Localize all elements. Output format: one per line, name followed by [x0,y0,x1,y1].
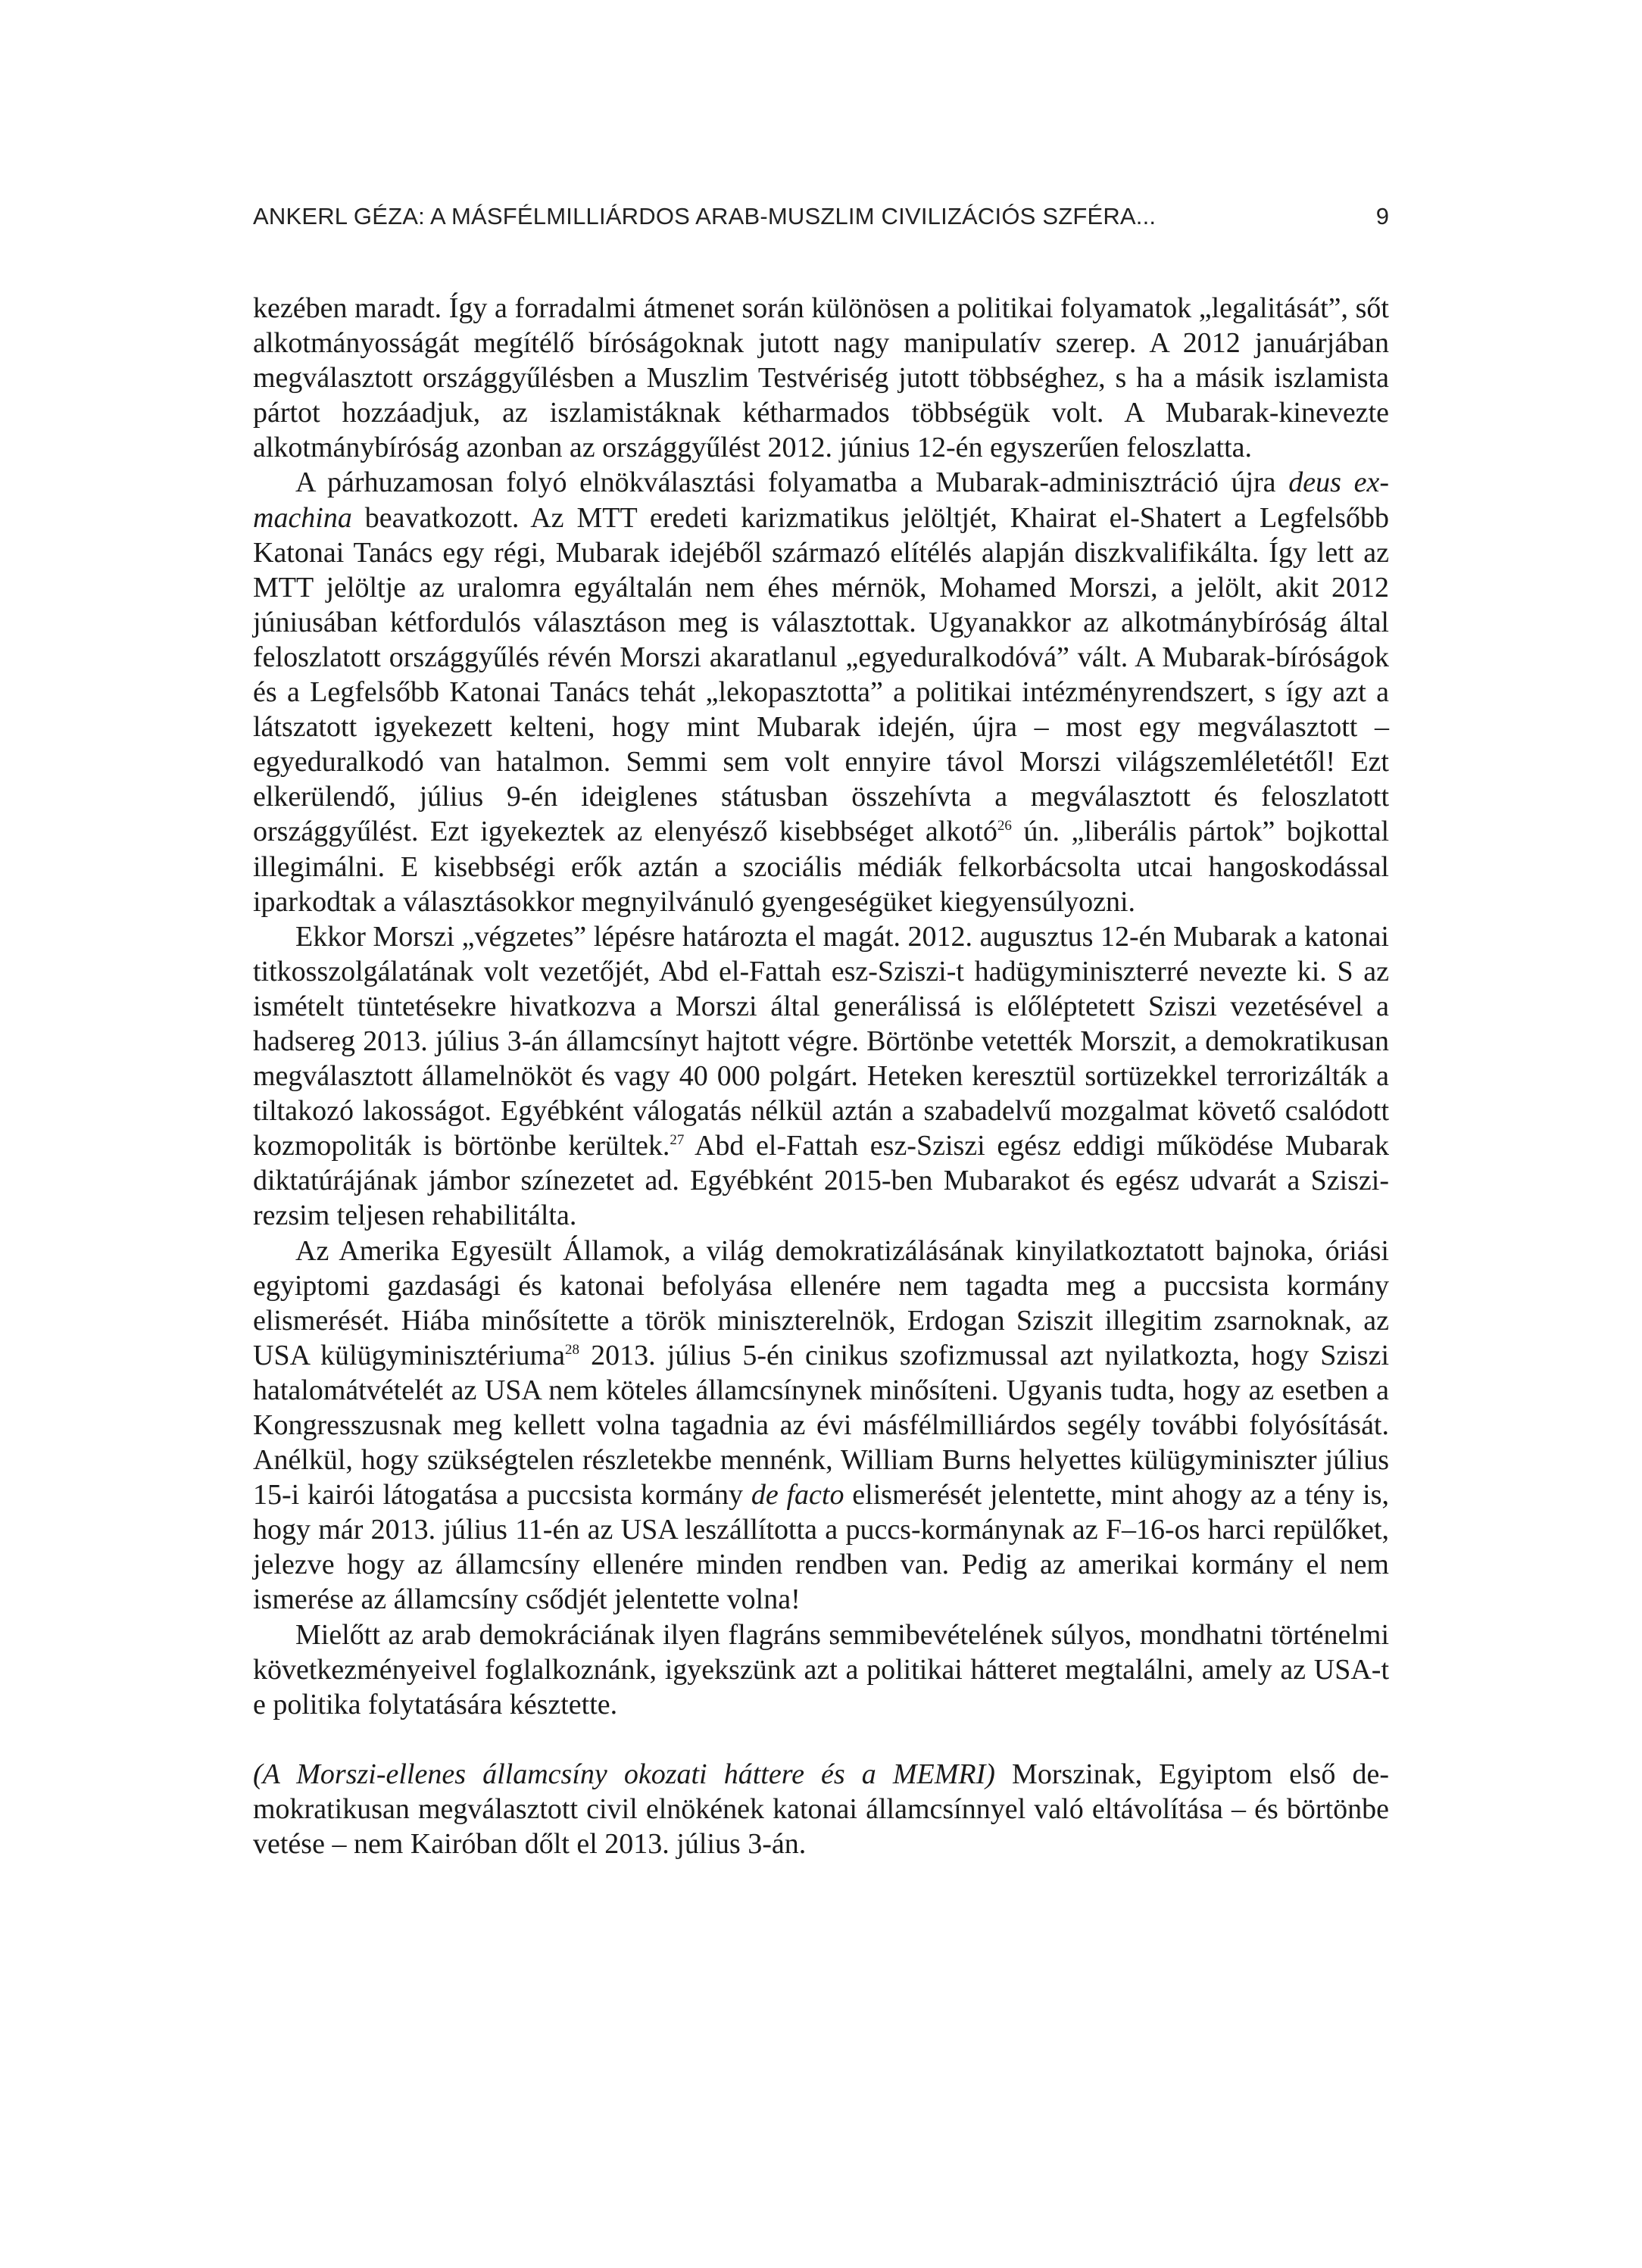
footnote-ref-27[interactable]: 27 [670,1132,685,1149]
running-header: ANKERL GÉZA: A MÁSFÉLMILLIÁRDOS ARAB-MUSZLIM CIVILIZÁCIÓS SZFÉRA... [253,203,1157,229]
footnote-ref-28[interactable]: 28 [565,1341,579,1358]
paragraph-1-text: kezében maradt. Így a forradalmi átmenet során különösen a politikai folyamatok „legalitását”, sőt alkotmányosságát megítélő bíróságoknak jutott nagy manipulatív szerep. A 2012 januárjában megválasztott országgyűlésben a Muszlim Testvériség jutott többséghez, s ha a másik iszlamista pártot hozzáadjuk, az iszlamistáknak kétharmados többségük volt. A Mubarak-kinevezte alkotmánybíróság azonban az országgyűlést 2012. június 12-én egyszerűen feloszlatta. [253,292,1389,464]
paragraph-2-text-b: beavatkozott. Az MTT eredeti karizmatikus jelöltjét, Khairat el-Shatert a Legfelsőbb Katonai Tanács egy régi, Mubarak idejéből származó elítélés alapján diszkvalifikálta. Így lett az MTT jelöltje az uralomra egyáltalán nem éhes mérnök, Mohamed Morszi, a jelölt, akit 2012 júniusában kétfordulós választáson meg is választottak. Ugyanakkor az alkotmánybíróság által feloszlatott országgyűlés révén Morszi akaratlanul „egyeduralkodóvá” vált. A Mubarak-bíróságok és a Legfelsőbb Katonai Tanács tehát „lekopasztotta” a politikai intézményrendszert, s így azt a látszatott igyekezett kelteni, hogy mint Mubarak idején, újra – most egy megválasztott – egyeduralkodó van hatalmon. Semmi sem volt ennyire távol Morszi világszemléletétől! Ezt elkerülendő, július 9-én ideiglenes státusban összehívta a megválasztott és feloszlatott országgyűlést. Ezt igyekeztek az elenyésző kisebbséget alkotó [253,501,1389,848]
footnote-ref-26[interactable]: 26 [997,818,1012,835]
paragraph-6 [253,1757,1389,1861]
paragraph-5 [253,1618,1389,1722]
paragraph-2-italic: deus ex-machina [253,466,1390,534]
paragraph-4-text-b: 2013. július 5-én cinikus szofizmussal azt nyilatkozta, hogy Sziszi hatalomátvételét az USA nem köteles államcsínynek minősíteni. Ugyanis tudta, hogy az esetben a Kongresszusnak meg kellett volna tagadnia az évi másfélmilliárdos segély további folyósítását. Anélkül, hogy szükségtelen részletekbe mennénk, William Burns helyettes külügyminiszter július 15-i kairói látogatása a puccsista kormány [253,1339,1389,1511]
paragraph-4-italic: de facto [751,1479,844,1511]
paragraph-4 [253,1234,1389,1618]
paragraph-3-text-b: Abd el-Fattah esz-Sziszi egész eddigi működése Mubarak diktatúrájának jámbor színezetet ad. Egyébként 2015-ben Mubarakot és egész udvarát a Sziszi-rezsim teljesen rehabilitálta. [253,1130,1389,1232]
paragraph-2-text-a: A párhuzamosan folyó elnökválasztási folyamatba a Mubarak-adminisztráció újra [295,466,1289,499]
paragraph-4-text-a: Az Amerika Egyesült Államok, a világ demokratizálásának kinyilatkoztatott bajnoka, óriási egyiptomi gazdasági és katonai befolyása ellenére nem tagadta meg a puccsista kormány elismerését. Hiába minősítette a török miniszterelnök, Erdogan Sziszit illegitim zsarnoknak, az USA külügyminisztériuma [253,1234,1389,1371]
paragraph-4-text-c: elismerését jelentette, mint ahogy az a tény is, hogy már 2013. július 11-én az USA leszállította a puccs-kormánynak az F–16-os harci repülőket, jelezve hogy az államcsíny ellenére minden rendben van. Pedig az amerikai kormány el nem ismerése az államcsíny csődjét jelentette volna! [253,1479,1389,1616]
paragraph-6-text: Morszinak, Egyiptom első demokratikusan megválasztott civil elnökének katonai államcsínnyel való eltávolítása – és börtönbe vetése – nem Kairóban dőlt el 2013. július 3-án. [253,1758,1389,1861]
paragraph-2-text-c: ún. „liberális pártok” bojkottal illegimálni. E kisebbségi erők aztán a szociális médiák felkorbácsolta utcai hangoskodással iparkodtak a választásokkor megnyilvánuló gyengeségüket kiegyensúlyozni. [253,816,1389,918]
page-number: 9 [1375,203,1389,229]
body-text [253,291,1389,1861]
paragraph-2 [253,465,1389,919]
paragraph-3 [253,919,1389,1234]
paragraph-1 [253,291,1389,465]
section-heading-italic: (A Morszi-ellenes államcsíny okozati háttere és a MEMRI) [253,1758,995,1790]
paragraph-5-text: Mielőtt az arab demokráciának ilyen flagráns semmibevételének súlyos, mondhatni történelmi következményeivel foglalkoznánk, igyekszünk azt a politikai hátteret megtalálni, amely az USA-t e politika folytatására késztette. [253,1618,1389,1720]
paragraph-3-text-a: Ekkor Morszi „végzetes” lépésre határozta el magát. 2012. augusztus 12-én Mubarak a katonai titkosszolgálatának volt vezetőjét, Abd el-Fattah esz-Sziszi-t hadügyminiszterré nevezte ki. S az ismételt tüntetésekre hivatkozva a Morszi által generálissá is előléptetett Sziszi vezetésével a hadsereg 2013. július 3-án államcsínyt hajtott végre. Börtönbe vetették Morszit, a demokratikusan megválasztott államelnököt és vagy 40 000 polgárt. Heteken keresztül sortüzekkel terrorizálták a tiltakozó lakosságot. Egyébként válogatás nélkül aztán a szabadelvű mozgalmat követő csalódott kozmopoliták is börtönbe kerültek. [253,920,1389,1162]
